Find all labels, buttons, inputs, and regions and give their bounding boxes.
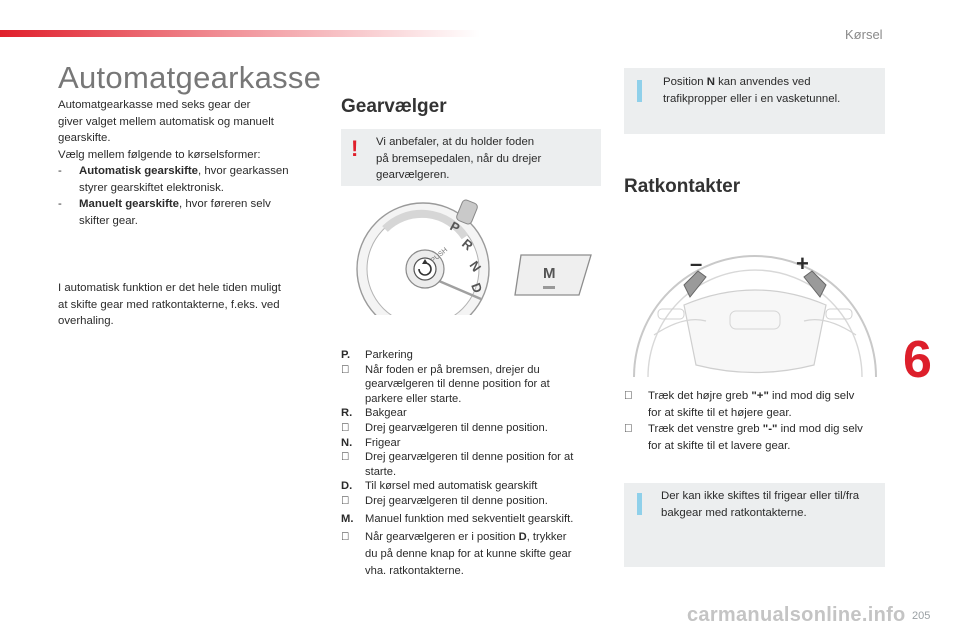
- position-item: [341, 450, 603, 465]
- page-number: 205: [912, 610, 931, 622]
- intro-line: gearskifte.: [58, 132, 111, 144]
- position-item: [341, 465, 603, 480]
- info-box-paddles: [624, 483, 885, 567]
- steering-wheel-illustration: [624, 215, 886, 377]
- bullet-icon: [341, 529, 365, 546]
- instruction-item: [624, 438, 886, 455]
- instruction-text: for at skifte til et lavere gear.: [648, 439, 791, 452]
- position-item: [341, 563, 603, 580]
- mode-desc: , hvor gearkassen: [198, 165, 289, 177]
- position-text: du på denne knap for at kunne skifte gear: [365, 548, 572, 561]
- position-item: [341, 348, 603, 363]
- intro-line: Vælg mellem følgende to kørselsformer:: [58, 148, 261, 161]
- position-item: [341, 421, 603, 436]
- list-dash: -: [58, 198, 62, 210]
- bullet-icon: [341, 421, 365, 436]
- position-item: [341, 546, 603, 563]
- position-text: Frigear: [365, 436, 401, 449]
- instruction-item: [624, 421, 886, 438]
- info-box-neutral: [624, 68, 885, 134]
- info-line: Der kan ikke skiftes til frigear eller til/fra: [661, 490, 860, 502]
- bullet-icon: [624, 388, 648, 405]
- position-text: Parkering: [365, 349, 413, 361]
- position-text: starte.: [365, 465, 397, 478]
- dial-push-label: PUSH: [429, 246, 450, 265]
- position-text: parkere eller starte.: [365, 392, 462, 405]
- dial-letter-n: N: [466, 258, 485, 275]
- paddles-heading: Ratkontakter: [624, 176, 741, 197]
- m-button-label: M: [543, 265, 556, 282]
- mode-item-auto: [58, 163, 318, 180]
- position-item: [341, 406, 603, 421]
- intro-line: Automatgearkasse med seks gear der: [58, 99, 251, 111]
- info-line: trafikpropper eller i en vasketunnel.: [663, 92, 841, 105]
- intro-line: giver valget mellem automatisk og manuelt: [58, 115, 274, 128]
- position-text: Når foden er på bremsen, drejer du: [365, 363, 540, 376]
- position-text: Når gearvælgeren er i position D, trykker: [365, 531, 567, 544]
- position-item: [341, 494, 603, 509]
- watermark: carmanualsonline.info: [687, 604, 906, 626]
- info-line: Position N kan anvendes ved: [663, 76, 811, 88]
- minus-label: –: [690, 251, 703, 276]
- warning-line: på bremsepedalen, når du drejer: [376, 152, 542, 165]
- mode-desc-cont: skifter gear.: [79, 214, 138, 227]
- mode-desc-cont: styrer gearskiftet elektronisk.: [79, 181, 224, 194]
- warning-box: [341, 129, 601, 186]
- instruction-item: [624, 388, 886, 405]
- position-key: M.: [341, 512, 354, 525]
- gear-positions-list: [341, 348, 603, 580]
- position-text: Drej gearvælgeren til denne position.: [365, 421, 548, 434]
- position-key: D.: [341, 480, 353, 493]
- instruction-item: [624, 405, 886, 422]
- position-key: N.: [341, 436, 353, 449]
- header-accent-bar: [0, 30, 480, 37]
- note-line: I automatisk funktion er det hele tiden muligt: [58, 282, 281, 294]
- position-text: Drej gearvælgeren til denne position for at: [365, 451, 574, 464]
- bullet-icon: [341, 363, 365, 378]
- list-dash: -: [58, 165, 62, 177]
- position-text: Drej gearvælgeren til denne position.: [365, 494, 548, 507]
- instruction-text: for at skifte til et højere gear.: [648, 406, 792, 419]
- gear-selector-heading: Gearvælger: [341, 96, 447, 117]
- wheel-hub: [684, 290, 826, 373]
- bullet-icon: [341, 377, 365, 392]
- info-icon: [637, 493, 642, 515]
- page-title: Automatgearkasse: [58, 60, 322, 95]
- paddle-instructions: [624, 388, 886, 454]
- position-item: [341, 479, 603, 494]
- mode-item-manual: [58, 196, 318, 213]
- position-key: P.: [341, 349, 351, 361]
- position-key: R.: [341, 407, 353, 420]
- bullet-icon: [341, 392, 365, 407]
- auto-mode-note: [58, 280, 318, 330]
- bullet-icon: [624, 421, 648, 438]
- info-line: bakgear med ratkontakterne.: [661, 506, 807, 519]
- instruction-text: Træk det højre greb "+" ind mod dig selv: [648, 390, 855, 402]
- chapter-number: 6: [903, 331, 932, 389]
- bullet-icon: [341, 494, 365, 509]
- bullet-icon: [341, 465, 365, 480]
- position-item: [341, 529, 603, 546]
- note-line: at skifte gear med ratkontakterne, f.eks. ved: [58, 298, 280, 311]
- warning-line: gearvælgeren.: [376, 169, 450, 181]
- gear-selector-illustration: [345, 193, 605, 315]
- mode-desc: , hvor føreren selv: [179, 198, 271, 210]
- m-button-led: [543, 286, 555, 289]
- mode-term-manual: Manuelt gearskifte: [79, 198, 180, 210]
- section-label: Kørsel: [845, 27, 883, 42]
- position-text: gearvælgeren til denne position for at: [365, 378, 550, 391]
- position-text: Manuel funktion med sekventielt gearskift.: [365, 512, 574, 525]
- warning-line: Vi anbefaler, at du holder foden: [376, 136, 535, 148]
- position-item: [341, 363, 603, 378]
- dial-letter-p: P: [447, 218, 463, 236]
- plus-label: +: [796, 251, 809, 276]
- dial-letter-r: R: [459, 235, 476, 254]
- position-item: [341, 512, 603, 527]
- info-icon: [637, 80, 642, 102]
- position-item: [341, 392, 603, 407]
- mode-term-auto: Automatisk gearskifte: [79, 165, 199, 177]
- note-line: overhaling.: [58, 315, 114, 327]
- bullet-icon: [341, 450, 365, 465]
- intro-text: [58, 97, 318, 229]
- instruction-text: Træk det venstre greb "-" ind mod dig selv: [648, 423, 863, 435]
- dial-letter-d: D: [468, 280, 486, 295]
- position-text: vha. ratkontakterne.: [365, 565, 464, 578]
- warning-icon: !: [351, 136, 359, 161]
- position-item: [341, 436, 603, 451]
- position-text: Bakgear: [365, 407, 407, 420]
- position-text: Til kørsel med automatisk gearskift: [365, 480, 538, 493]
- position-item: [341, 377, 603, 392]
